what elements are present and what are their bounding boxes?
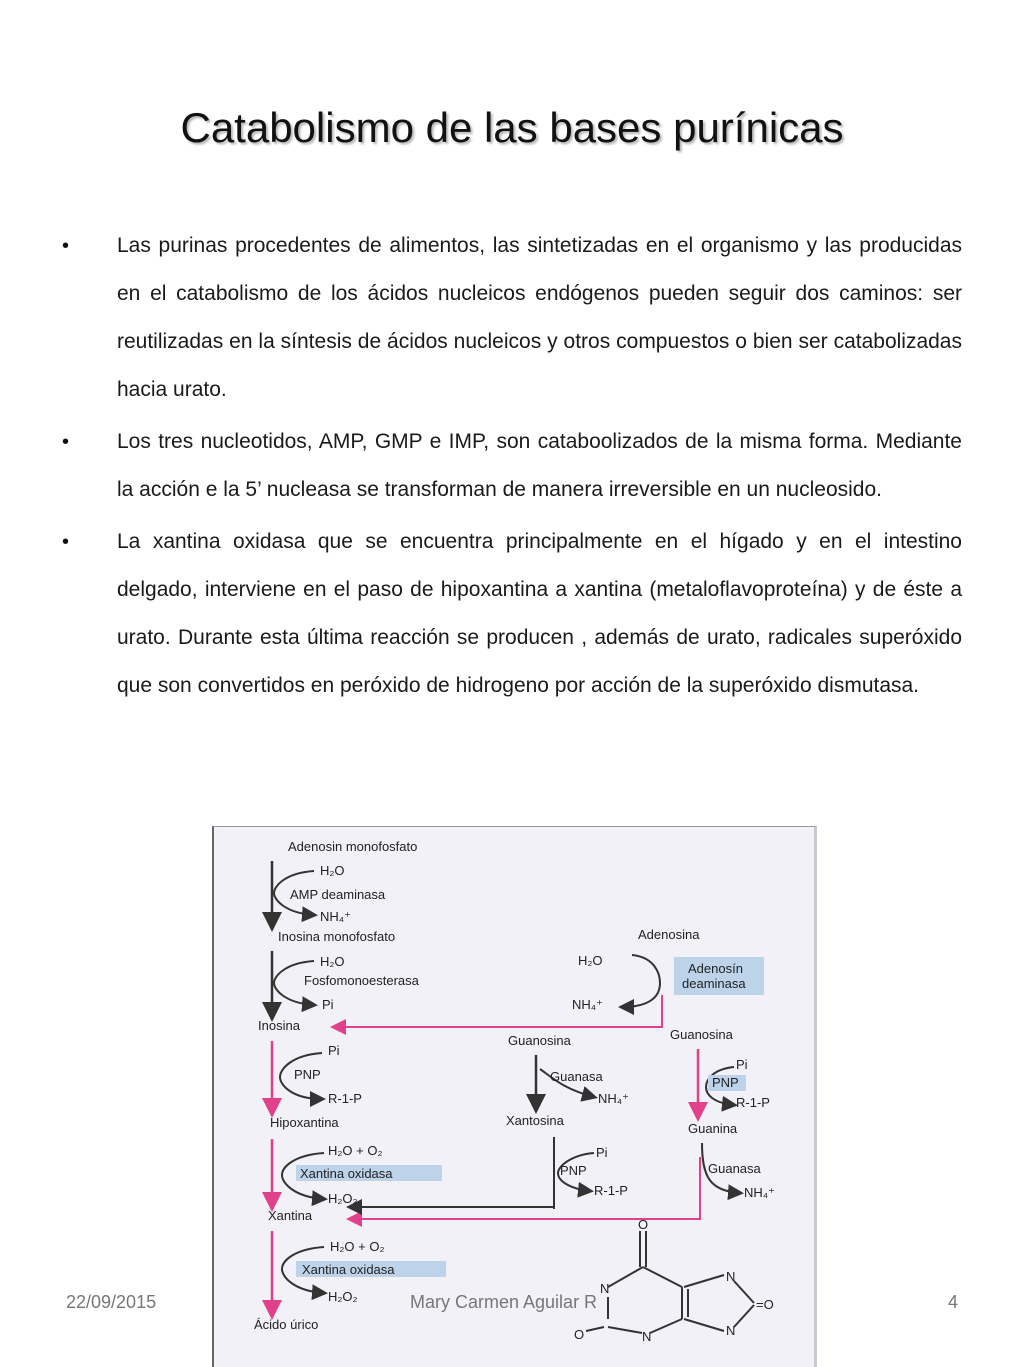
arrow-adenosina-inosina bbox=[334, 995, 662, 1027]
bullet-marker: • bbox=[62, 431, 70, 453]
label-xantina-oxidasa: Xantina oxidasa bbox=[300, 1166, 393, 1181]
bullet-text: Las purinas procedentes de alimentos, las sintetizadas en el organismo y las producidas en el catabolismo de los ácidos nucleicos endógenos pueden seguir dos caminos: ser reutilizadas en la síntesis de ácidos nucleicos y otros compuestos o bien ser catabolizadas hacia urato. bbox=[117, 234, 962, 401]
label-xantina-oxidasa: Xantina oxidasa bbox=[302, 1262, 395, 1277]
label-h2o: H₂O bbox=[578, 953, 603, 968]
label-r1p: R-1-P bbox=[594, 1183, 628, 1198]
label-nh4: NH₄⁺ bbox=[320, 909, 351, 924]
footer-date: 22/09/2015 bbox=[66, 1292, 157, 1312]
bullet-item bbox=[62, 222, 962, 414]
arrow-xantosina-xantina bbox=[350, 1207, 554, 1209]
label-pnp: PNP bbox=[560, 1163, 587, 1178]
node-adenosina: Adenosina bbox=[638, 927, 700, 942]
node-xantosina: Xantosina bbox=[506, 1113, 564, 1128]
label-h2o2: H₂O₂ bbox=[328, 1191, 358, 1206]
purine-catabolism-diagram bbox=[212, 826, 817, 1367]
footer-page-number: 4 bbox=[948, 1292, 959, 1312]
curve-adenosin-deaminasa bbox=[622, 955, 660, 1007]
bullet-item bbox=[62, 418, 962, 514]
label-amp-deaminasa: AMP deaminasa bbox=[290, 887, 386, 902]
label-pi: Pi bbox=[736, 1057, 748, 1072]
atom-n: N bbox=[600, 1281, 610, 1296]
node-xantina: Xantina bbox=[268, 1208, 313, 1223]
label-adenosin-deaminasa-line2: deaminasa bbox=[682, 976, 746, 991]
label-fosfomonoesterasa: Fosfomonoesterasa bbox=[304, 973, 419, 988]
node-hipoxantina: Hipoxantina bbox=[270, 1115, 339, 1130]
bullet-text: La xantina oxidasa que se encuentra principalmente en el hígado y en el intestino delgado, interviene en el paso de hipoxantina a xantina (metaloflavoproteína) y de éste a urato. Durante esta última reacción se producen , además de urato, radicales superóxido que son convertidos en peróxido de hidrogeno por acción de la superóxido dismutasa. bbox=[117, 530, 962, 697]
label-nh4: NH₄⁺ bbox=[598, 1091, 629, 1106]
label-pi: Pi bbox=[596, 1145, 608, 1160]
bullet-list bbox=[62, 222, 962, 714]
bullet-marker: • bbox=[62, 531, 70, 553]
slide-title: Catabolismo de las bases purínicas bbox=[180, 104, 844, 151]
bullet-marker: • bbox=[62, 235, 70, 257]
node-guanosina-mid: Guanosina bbox=[508, 1033, 571, 1048]
label-guanasa-mid: Guanasa bbox=[550, 1069, 603, 1084]
node-inosina: Inosina bbox=[258, 1018, 300, 1033]
label-h2o-o2: H₂O + O₂ bbox=[328, 1143, 383, 1158]
atom-o-right: =O bbox=[756, 1297, 774, 1312]
label-pnp: PNP bbox=[712, 1075, 739, 1090]
node-guanosina-right: Guanosina bbox=[670, 1027, 733, 1042]
label-pnp: PNP bbox=[294, 1067, 321, 1082]
node-acido-urico: Ácido úrico bbox=[254, 1317, 319, 1332]
footer-author: Mary Carmen Aguilar R bbox=[410, 1292, 598, 1312]
bullet-item bbox=[62, 518, 962, 710]
node-imp: Inosina monofosfato bbox=[278, 929, 396, 944]
node-guanina: Guanina bbox=[688, 1121, 738, 1136]
node-amp: Adenosin monofosfato bbox=[288, 839, 418, 854]
label-nh4: NH₄⁺ bbox=[572, 997, 603, 1012]
label-pi: Pi bbox=[328, 1043, 340, 1058]
label-nh4: NH₄⁺ bbox=[744, 1185, 775, 1200]
label-guanasa-right: Guanasa bbox=[708, 1161, 761, 1176]
label-r1p: R-1-P bbox=[736, 1095, 770, 1110]
label-h2o2: H₂O₂ bbox=[328, 1289, 358, 1304]
label-pi: Pi bbox=[322, 997, 334, 1012]
bullet-text: Los tres nucleotidos, AMP, GMP e IMP, son cataboolizados de la misma forma. Mediante la acción e la 5’ nucleasa se transforman de manera irreversible en un nucleosido. bbox=[117, 430, 962, 501]
atom-o-top: O bbox=[638, 1217, 649, 1232]
diagram-canvas bbox=[214, 827, 812, 1367]
atom-n: N bbox=[642, 1329, 652, 1344]
label-h2o: H₂O bbox=[320, 863, 345, 878]
label-h2o-o2: H₂O + O₂ bbox=[330, 1239, 385, 1254]
label-r1p: R-1-P bbox=[328, 1091, 362, 1106]
label-h2o: H₂O bbox=[320, 954, 345, 969]
atom-o-left: O bbox=[574, 1327, 585, 1342]
atom-n: N bbox=[726, 1269, 736, 1284]
atom-n: N bbox=[726, 1323, 736, 1338]
label-adenosin-deaminasa-line1: Adenosín bbox=[688, 961, 743, 976]
